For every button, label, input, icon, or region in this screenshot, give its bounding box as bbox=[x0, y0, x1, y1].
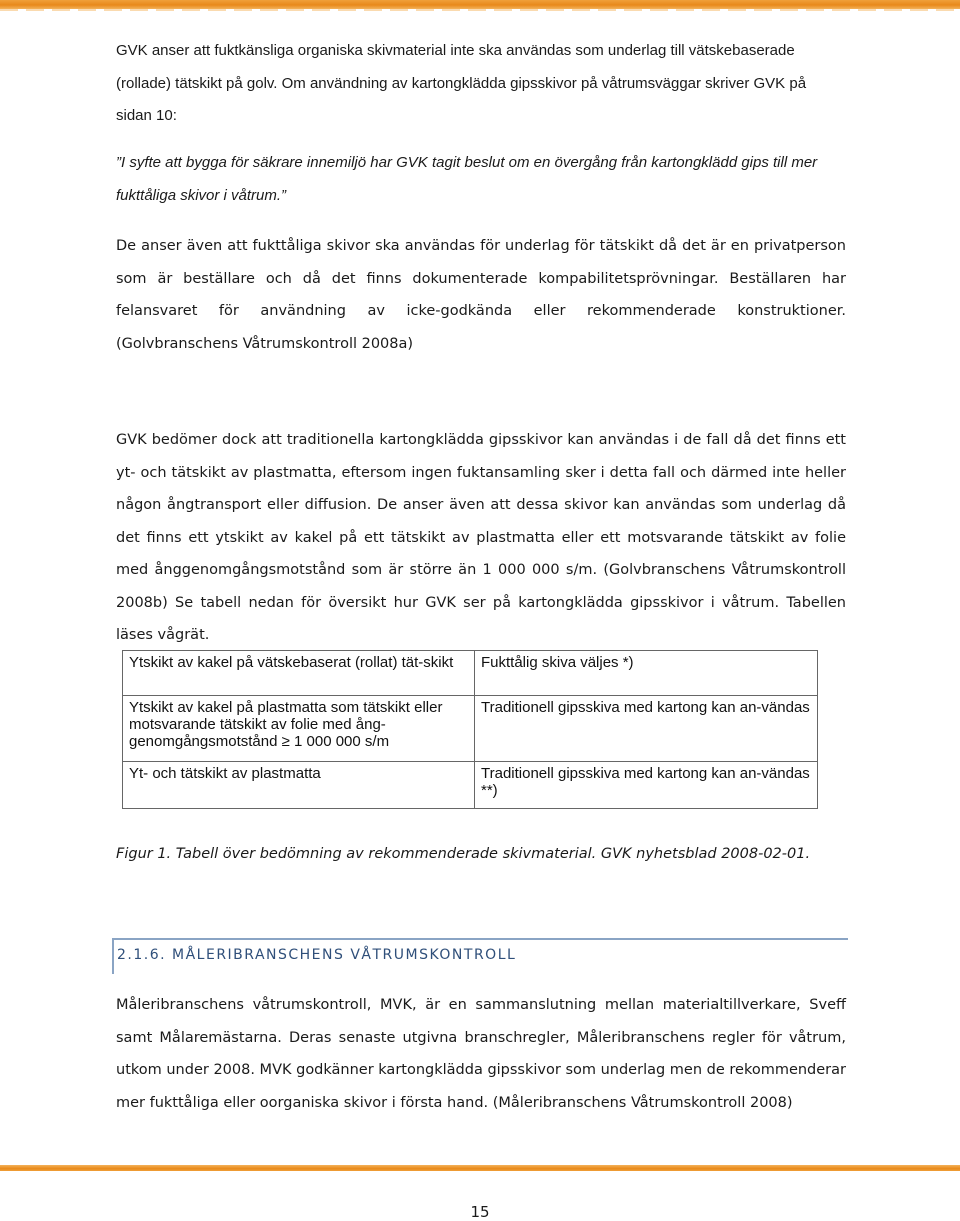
gvk-table bbox=[122, 650, 818, 809]
paragraph-mvk: Måleribranschens våtrumskontroll, MVK, är en sammanslutning mellan materialtillverkare, Sveff samt Målaremästarna. Deras senaste utgivna branschregler, Måleribranschens regler för våtrum, utkom under 2008. MVK godkänner kartongklädda gipsskivor som underlag men de rekommenderar mer fukttåliga eller oorganiska skivor i första hand. (Måleribranschens Våtrumskontroll 2008) bbox=[116, 997, 846, 1111]
table-cell: Fukttålig skiva väljes *) bbox=[475, 651, 818, 696]
table-cell: Traditionell gipsskiva med kartong kan an-vändas **) bbox=[475, 762, 818, 809]
table-cell: Ytskikt av kakel på plastmatta som tätskikt eller motsvarande tätskikt av folie med ång-genomgångsmotstånd ≥ 1 000 000 s/m bbox=[123, 696, 475, 762]
paragraph-gvk-bedomer: GVK bedömer dock att traditionella kartongklädda gipsskivor kan användas i de fall då det finns ett yt- och tätskikt av plastmatta, eftersom ingen fuktansamling sker i detta fall och därmed inte heller någon ångtransport eller diffusion. De anser även att dessa skivor kan användas som underlag då det finns ett ytskikt av kakel på ett tätskikt av plastmatta eller ett motsvarande tätskikt av folie med ånggenomgångsmotstånd som är större än 1 000 000 s/m. (Golvbranschens Våtrumskontroll 2008b) Se tabell nedan för översikt hur GVK ser på kartongklädda gipsskivor i våtrum. Tabellen läses vågrät. bbox=[116, 432, 846, 643]
table-row bbox=[123, 696, 818, 762]
paragraph-fukttaliga: De anser även att fukttåliga skivor ska användas för underlag för tätskikt då det är en privatperson som är beställare och då det finns dokumenterade kompabilitetsprövningar. Beställaren har felansvaret för användning av icke-godkända eller rekommenderade konstruktioner. (Golvbranschens Våtrumskontroll 2008a) bbox=[116, 238, 846, 352]
table-row bbox=[123, 651, 818, 696]
paragraph-gvk-intro: GVK anser att fuktkänsliga organiska skivmaterial inte ska användas som underlag till vätskebaserade (rollade) tätskikt på golv. Om användning av kartongklädda gipsskivor på våtrumsväggar skriver GVK på sidan 10: bbox=[116, 42, 807, 124]
top-decorative-bar bbox=[0, 0, 960, 9]
section-heading-box bbox=[112, 938, 848, 974]
table-cell: Traditionell gipsskiva med kartong kan an-vändas bbox=[475, 696, 818, 762]
section-heading: 2.1.6. MÅLERIBRANSCHENS VÅTRUMSKONTROLL bbox=[117, 947, 517, 963]
page-number: 15 bbox=[470, 1203, 490, 1221]
table-cell: Ytskikt av kakel på vätskebaserat (rollat) tät-skikt bbox=[123, 651, 475, 696]
figure-caption: Figur 1. Tabell över bedömning av rekommenderade skivmaterial. GVK nyhetsblad 2008-02-01. bbox=[116, 846, 811, 862]
table-row bbox=[123, 762, 818, 809]
table-cell: Yt- och tätskikt av plastmatta bbox=[123, 762, 475, 809]
quote-gvk: ”I syfte att bygga för säkrare innemiljö har GVK tagit beslut om en övergång från kartongklädd gips till mer fukttåliga skivor i våtrum.” bbox=[116, 154, 818, 204]
bottom-decorative-bar bbox=[0, 1165, 960, 1171]
